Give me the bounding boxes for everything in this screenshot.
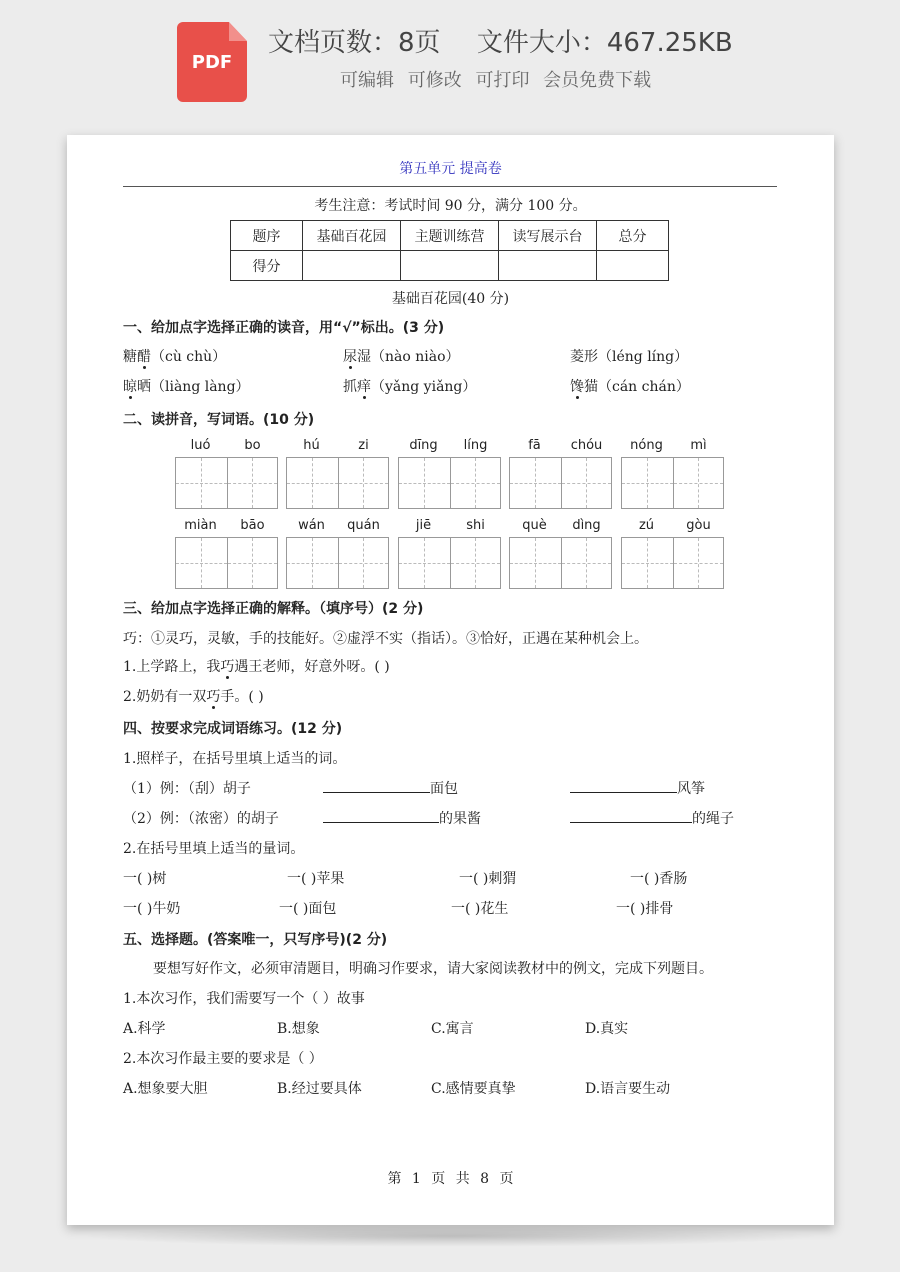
q1-item: 尿湿（nào niào） xyxy=(343,349,460,365)
q3-sentence-2: 2.奶奶有一双巧手。( ) xyxy=(123,689,264,705)
pinyin-syllable: dìng xyxy=(572,518,601,533)
writing-grid[interactable] xyxy=(621,457,724,509)
q5-question-2: 2.本次习作最主要的要求是（ ） xyxy=(123,1051,323,1067)
q4-sub1: 1.照样子，在括号里填上适当的词。 xyxy=(123,751,347,767)
document-page xyxy=(67,135,834,1225)
q4-fill[interactable]: 的绳子 xyxy=(570,808,734,828)
q5-option[interactable]: C.寓言 xyxy=(431,1021,474,1037)
measure-word-item[interactable]: 一( )花生 xyxy=(451,901,509,917)
q1-title: 一、给加点字选择正确的读音，用“√”标出。(3 分) xyxy=(123,320,445,336)
writing-grid[interactable] xyxy=(509,457,612,509)
doc-features: 可编辑 可修改 可打印 会员免费下载 xyxy=(340,70,652,91)
q5-question-1: 1.本次习作，我们需要写一个（ ）故事 xyxy=(123,991,365,1007)
measure-word-item[interactable]: 一( )排骨 xyxy=(616,901,674,917)
q1-item: 糖醋（cù chù） xyxy=(123,349,227,365)
writing-grid[interactable] xyxy=(175,457,278,509)
score-header: 总分 xyxy=(597,221,669,251)
q4-example-1: （1）例：（刮）胡子 xyxy=(123,781,251,797)
section-title: 基础百花园(40 分) xyxy=(391,291,510,307)
q2-title: 二、读拼音，写词语。(10 分) xyxy=(123,412,315,428)
q4-fill[interactable]: 面包 xyxy=(323,778,458,798)
q4-fill[interactable]: 风筝 xyxy=(570,778,705,798)
pinyin-syllable: gòu xyxy=(686,518,711,533)
pinyin-syllable: mì xyxy=(690,438,707,453)
measure-word-item[interactable]: 一( )树 xyxy=(123,871,167,887)
q3-title: 三、给加点字选择正确的解释。（填序号）(2 分) xyxy=(123,601,424,617)
writing-grid[interactable] xyxy=(286,457,389,509)
pinyin-syllable: chóu xyxy=(570,438,603,453)
page-count: 文档页数：8页 xyxy=(268,28,441,58)
pinyin-syllable: fā xyxy=(528,438,541,453)
pinyin-syllable: zi xyxy=(358,438,369,453)
q1-item: 馋猫（cán chán） xyxy=(570,379,690,395)
pinyin-syllable: quán xyxy=(347,518,380,533)
q5-option[interactable]: D.真实 xyxy=(585,1021,629,1037)
q1-item: 晾晒（liàng làng） xyxy=(123,379,250,395)
score-cell[interactable] xyxy=(303,251,401,281)
measure-word-item[interactable]: 一( )刺猬 xyxy=(459,871,517,887)
writing-grid[interactable] xyxy=(621,537,724,589)
writing-grid[interactable] xyxy=(286,537,389,589)
q5-intro: 要想写好作文，必须审清题目，明确习作要求，请大家阅读教材中的例文，完成下列题目。 xyxy=(153,961,713,977)
pinyin-syllable: wán xyxy=(298,518,325,533)
pinyin-syllable: què xyxy=(522,518,547,533)
doc-info xyxy=(268,22,761,59)
pinyin-syllable: bo xyxy=(244,438,261,453)
q1-item: 抓痒（yǎng yiǎng） xyxy=(343,379,477,395)
score-header: 读写展示台 xyxy=(499,221,597,251)
writing-grid[interactable] xyxy=(509,537,612,589)
q5-title: 五、选择题。(答案唯一，只写序号)(2 分) xyxy=(123,932,388,948)
pinyin-syllable: shi xyxy=(466,518,485,533)
score-cell[interactable] xyxy=(499,251,597,281)
q4-fill[interactable]: 的果酱 xyxy=(323,808,481,828)
q4-example-2: （2）例：（浓密）的胡子 xyxy=(123,811,279,827)
title-rule xyxy=(123,186,777,187)
q4-sub2: 2.在括号里填上适当的量词。 xyxy=(123,841,305,857)
measure-word-item[interactable]: 一( )香肠 xyxy=(630,871,688,887)
measure-word-item[interactable]: 一( )面包 xyxy=(279,901,337,917)
pdf-label: PDF xyxy=(191,52,233,73)
q5-option[interactable]: B.经过要具体 xyxy=(277,1081,362,1097)
score-cell[interactable] xyxy=(401,251,499,281)
q5-option[interactable]: C.感情要真挚 xyxy=(431,1081,516,1097)
score-cell[interactable] xyxy=(597,251,669,281)
q5-option[interactable]: A.科学 xyxy=(123,1021,166,1037)
writing-grid[interactable] xyxy=(398,457,501,509)
q1-item: 菱形（léng líng） xyxy=(570,349,689,365)
exam-title: 第五单元 提高卷 xyxy=(399,161,502,177)
writing-grid[interactable] xyxy=(398,537,501,589)
measure-word-item[interactable]: 一( )苹果 xyxy=(287,871,345,887)
score-header: 基础百花园 xyxy=(303,221,401,251)
pinyin-syllable: dīng xyxy=(409,438,438,453)
pinyin-syllable: líng xyxy=(463,438,488,453)
q3-definition: 巧：①灵巧，灵敏，手的技能好。②虚浮不实（指话）。③恰好，正遇在某种机会上。 xyxy=(123,631,648,647)
pinyin-syllable: luó xyxy=(190,438,211,453)
writing-grid[interactable] xyxy=(175,537,278,589)
pinyin-syllable: miàn xyxy=(184,518,217,533)
pinyin-syllable: hú xyxy=(303,438,320,453)
pdf-file-fold xyxy=(229,22,247,41)
file-size: 文件大小：467.25KB xyxy=(476,28,733,58)
download-banner xyxy=(0,0,900,125)
score-header: 题序 xyxy=(231,221,303,251)
q5-option[interactable]: A.想象要大胆 xyxy=(123,1081,208,1097)
q3-sentence-1: 1.上学路上，我巧遇王老师，好意外呀。( ) xyxy=(123,659,390,675)
page-footer: 第 1 页 共 8 页 xyxy=(387,1171,514,1187)
q5-option[interactable]: D.语言要生动 xyxy=(585,1081,671,1097)
pinyin-syllable: nóng xyxy=(630,438,663,453)
score-header: 主题训练营 xyxy=(401,221,499,251)
pinyin-syllable: jiē xyxy=(415,518,432,533)
pinyin-syllable: bāo xyxy=(240,518,265,533)
score-row-label: 得分 xyxy=(231,251,303,281)
score-table xyxy=(230,220,669,281)
q5-option[interactable]: B.想象 xyxy=(277,1021,320,1037)
pinyin-syllable: zú xyxy=(638,518,655,533)
measure-word-item[interactable]: 一( )牛奶 xyxy=(123,901,181,917)
q4-title: 四、按要求完成词语练习。(12 分) xyxy=(123,721,343,737)
exam-notice: 考生注意：考试时间 90 分，满分 100 分。 xyxy=(314,198,587,214)
page-shadow xyxy=(80,1225,822,1247)
